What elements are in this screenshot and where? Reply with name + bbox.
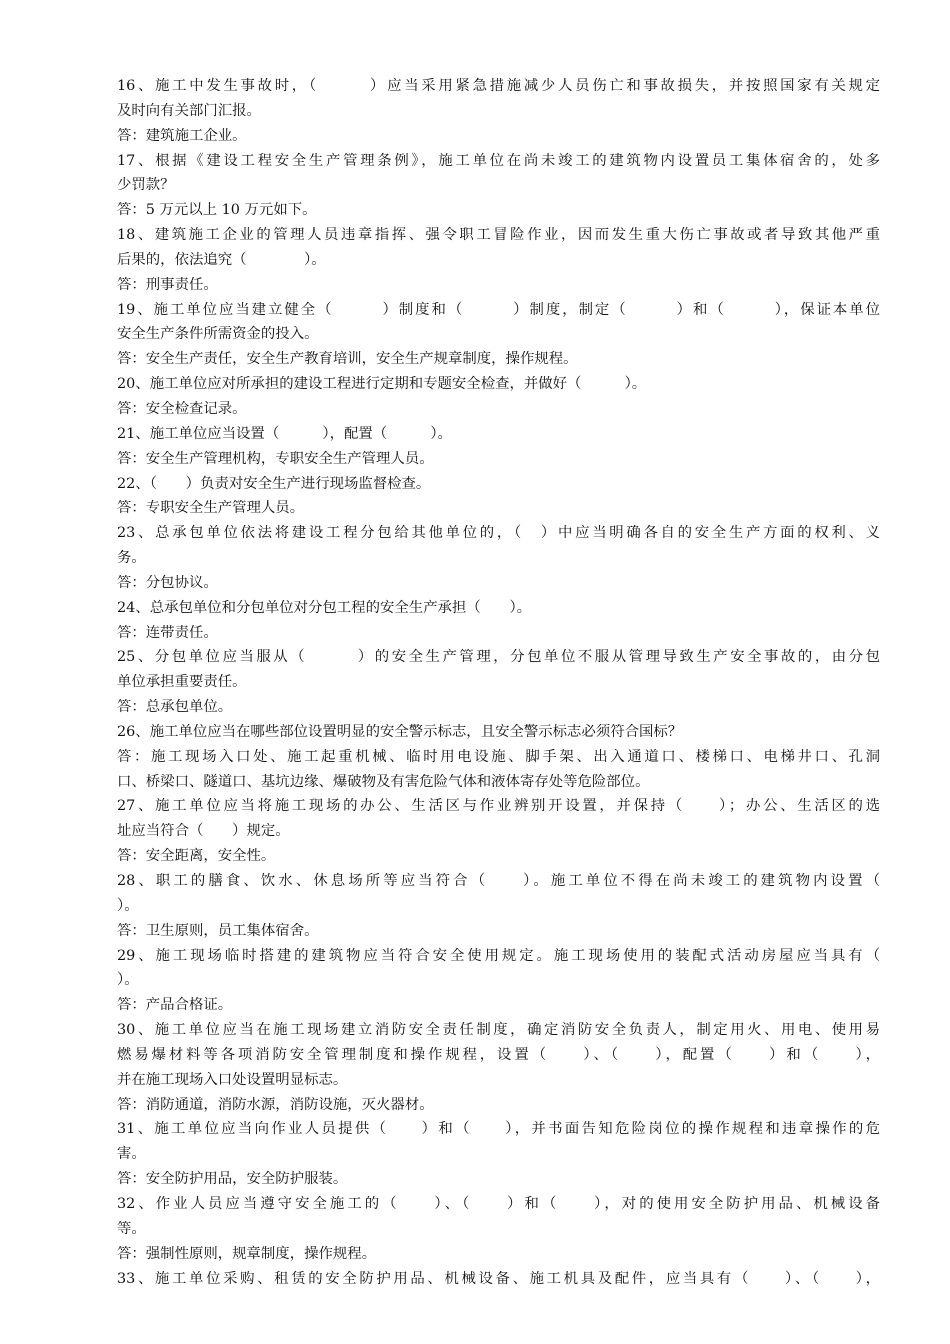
question-line: 23、总承包单位依法将建设工程分包给其他单位的，（ ）中应当明确各自的安全生产方面的权利、义 bbox=[117, 525, 880, 542]
question-line: 20、施工单位应对所承担的建设工程进行定期和专题安全检查，并做好（ ）。 bbox=[117, 376, 647, 393]
answer-line: 答：安全生产责任，安全生产教育培训，安全生产规章制度，操作规程。 bbox=[117, 351, 578, 368]
answer-line: 答：连带责任。 bbox=[117, 624, 218, 641]
answer-line: 答：安全生产管理机构，专职安全生产管理人员。 bbox=[117, 450, 434, 467]
question-line: 25、分包单位应当服从（ ）的安全生产管理，分包单位不服从管理导致生产安全事故的，由分包 bbox=[117, 649, 880, 666]
answer-line: 答：专职安全生产管理人员。 bbox=[117, 500, 305, 517]
text-line: ）。 bbox=[117, 897, 139, 914]
answer-line: 答：卫生原则，员工集体宿舍。 bbox=[117, 922, 319, 939]
answer-line: 答：安全防护用品，安全防护服装。 bbox=[117, 1171, 348, 1188]
question-line: 28、职工的膳食、饮水、休息场所等应当符合（ ）。施工单位不得在尚未竣工的建筑物内设置（ bbox=[117, 873, 880, 889]
question-line: 17、根据《建设工程安全生产管理条例》，施工单位在尚未竣工的建筑物内设置员工集体宿舍的，处多 bbox=[117, 152, 880, 169]
text-line: 后果的，依法追究（ ）。 bbox=[117, 251, 326, 268]
text-line: 燃易爆材料等各项消防安全管理制度和操作规程，设置（ ）、（ ），配置（ ）和（ ）， bbox=[117, 1046, 880, 1063]
answer-line: 答：分包协议。 bbox=[117, 574, 218, 591]
answer-line: 答：产品合格证。 bbox=[117, 997, 233, 1014]
document-body bbox=[117, 74, 880, 1291]
text-line: 等。 bbox=[117, 1220, 146, 1237]
text-line: 安全生产条件所需资金的投入。 bbox=[117, 326, 319, 343]
text-line: 并在施工现场入口处设置明显标志。 bbox=[117, 1071, 348, 1088]
question-line: 16、施工中发生事故时，（ ）应当采用紧急措施减少人员伤亡和事故损失，并按照国家有关规定 bbox=[117, 78, 880, 94]
answer-line: 答：施工现场入口处、施工起重机械、临时用电设施、脚手架、出入通道口、楼梯口、电梯井口、孔洞 bbox=[117, 748, 880, 765]
answer-line: 答：消防通道，消防水源，消防设施，灭火器材。 bbox=[117, 1096, 434, 1113]
question-line: 24、总承包单位和分包单位对分包工程的安全生产承担（ ）。 bbox=[117, 599, 532, 616]
answer-line: 答：总承包单位。 bbox=[117, 699, 233, 716]
answer-line: 答：安全检查记录。 bbox=[117, 400, 247, 417]
text-line: 少罚款？ bbox=[117, 177, 175, 194]
text-line: 及时向有关部门汇报。 bbox=[117, 102, 261, 119]
question-line: 19、施工单位应当建立健全（ ）制度和（ ）制度，制定（ ）和（ ），保证本单位 bbox=[117, 301, 880, 318]
question-line: 30、施工单位应当在施工现场建立消防安全责任制度，确定消防安全负责人，制定用火、用电、使用易 bbox=[117, 1022, 880, 1039]
question-line: 22、（ ）负责对安全生产进行现场监督检查。 bbox=[117, 475, 431, 492]
answer-line: 答：强制性原则，规章制度，操作规程。 bbox=[117, 1245, 377, 1262]
question-line: 32、作业人员应当遵守安全施工的（ ）、（ ）和（ ），对的使用安全防护用品、机械设备 bbox=[117, 1195, 880, 1212]
answer-line: 答：安全距离，安全性。 bbox=[117, 848, 276, 865]
question-line: 26、施工单位应当在哪些部位设置明显的安全警示标志，且安全警示标志必须符合国标？ bbox=[117, 723, 683, 740]
text-line: 口、桥梁口、隧道口、基坑边缘、爆破物及有害危险气体和液体寄存处等危险部位。 bbox=[117, 773, 650, 790]
answer-line: 答：建筑施工企业。 bbox=[117, 127, 247, 144]
text-line: 址应当符合（ ）规定。 bbox=[117, 823, 290, 840]
question-line: 29、施工现场临时搭建的建筑物应当符合安全使用规定。施工现场使用的装配式活动房屋应当具有（ bbox=[117, 947, 880, 964]
question-line: 21、施工单位应当设置（ ），配置（ ）。 bbox=[117, 425, 452, 442]
answer-line: 答：5 万元以上 10 万元如下。 bbox=[117, 202, 317, 219]
answer-line: 答：刑事责任。 bbox=[117, 276, 218, 293]
question-line: 33、施工单位采购、租赁的安全防护用品、机械设备、施工机具及配件，应当具有（ ）、（ ）， bbox=[117, 1270, 880, 1287]
question-line: 27、施工单位应当将施工现场的办公、生活区与作业辨别开设置，并保持（ ）；办公、生活区的选 bbox=[117, 798, 880, 815]
text-line: 害。 bbox=[117, 1146, 146, 1163]
text-line: 务。 bbox=[117, 550, 146, 567]
question-line: 31、施工单位应当向作业人员提供（ ）和（ ），并书面告知危险岗位的操作规程和违章操作的危 bbox=[117, 1121, 880, 1138]
text-line: 单位承担重要责任。 bbox=[117, 674, 247, 691]
text-line: ）。 bbox=[117, 972, 139, 989]
question-line: 18、建筑施工企业的管理人员违章指挥、强令职工冒险作业，因而发生重大伤亡事故或者导致其他严重 bbox=[117, 227, 880, 244]
